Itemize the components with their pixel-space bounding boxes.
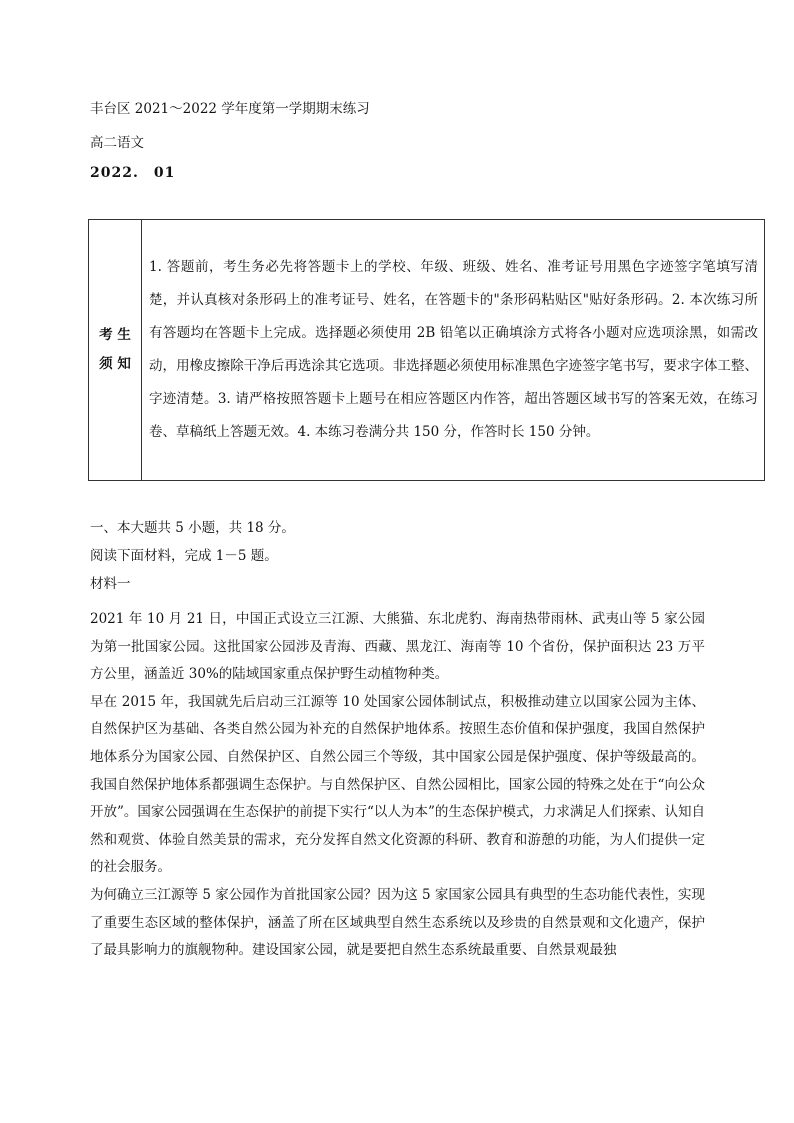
candidate-notice-table: [88, 219, 765, 481]
exam-subject: 高二语文: [90, 135, 144, 151]
notice-label-line1: 考 生: [99, 327, 131, 343]
notice-content: 1. 答题前，考生务必先将答题卡上的学校、年级、班级、姓名、准考证号用黑色字迹签字笔填写清楚，并认真核对条形码上的准考证号、姓名，在答题卡的"条形码粘贴区"贴好条形码。2. 本次练习所有答题均在答题卡上完成。选择题必须使用 2B 铅笔以正确填涂方式将各小题对应选项涂黑，如需改动，用橡皮擦除干净后再选涂其它选项。非选择题必须使用标准黑色字迹签字笔书写，要求字体工整、字迹清楚。3. 请严格按照答题卡上题号在相应答题区内作答，超出答题区域书写的答案无效，在练习卷、草稿纸上答题无效。4. 本练习卷满分共 150 分，作答时长 150 分钟。: [142, 220, 765, 481]
section-instruction: 阅读下面材料，完成 1－5 题。: [90, 548, 278, 564]
exam-title: 丰台区 2021～2022 学年度第一学期期末练习: [90, 101, 370, 117]
paragraph: 2021 年 10 月 21 日，中国正式设立三江源、大熊猫、东北虎豹、海南热带雨林、武夷山等 5 家公园为第一批国家公园。这批国家公园涉及青海、西藏、黑龙江、海南等 10 个省份，保护面积达 23 万平方公里，涵盖近 30%的陆域国家重点保护野生动植物种类。: [90, 611, 705, 683]
section-heading: 一、本大题共 5 小题，共 18 分。: [90, 520, 295, 536]
exam-date: 2022. 01: [90, 165, 176, 181]
notice-label: [89, 220, 142, 481]
notice-label-line2: 须 知: [99, 356, 131, 372]
paragraph: 早在 2015 年，我国就先后启动三江源等 10 处国家公园体制试点，积极推动建立以国家公园为主体、自然保护区为基础、各类自然公园为补充的自然保护地体系。按照生态价值和保护强度，我国自然保护地体系分为国家公园、自然保护区、自然公园三个等级，其中国家公园是保护强度、保护等级最高的。我国自然保护地体系都强调生态保护。与自然保护区、自然公园相比，国家公园的特殊之处在于“向公众开放”。国家公园强调在生态保护的前提下实行“以人为本”的生态保护模式，力求满足人们探索、认知自然和观赏、体验自然美景的需求，充分发挥自然文化资源的科研、教育和游憩的功能，为人们提供一定的社会服务。: [90, 693, 705, 876]
material-title: 材料一: [90, 576, 131, 592]
material-body: [90, 606, 705, 965]
paragraph: 为何确立三江源等 5 家公园作为首批国家公园？因为这 5 家国家公园具有典型的生态功能代表性，实现了重要生态区域的整体保护，涵盖了所在区域典型自然生态系统以及珍贵的自然景观和文化遗产，保护了最具影响力的旗舰物种。建设国家公园，就是要把自然生态系统最重要、自然景观最独: [90, 886, 705, 959]
